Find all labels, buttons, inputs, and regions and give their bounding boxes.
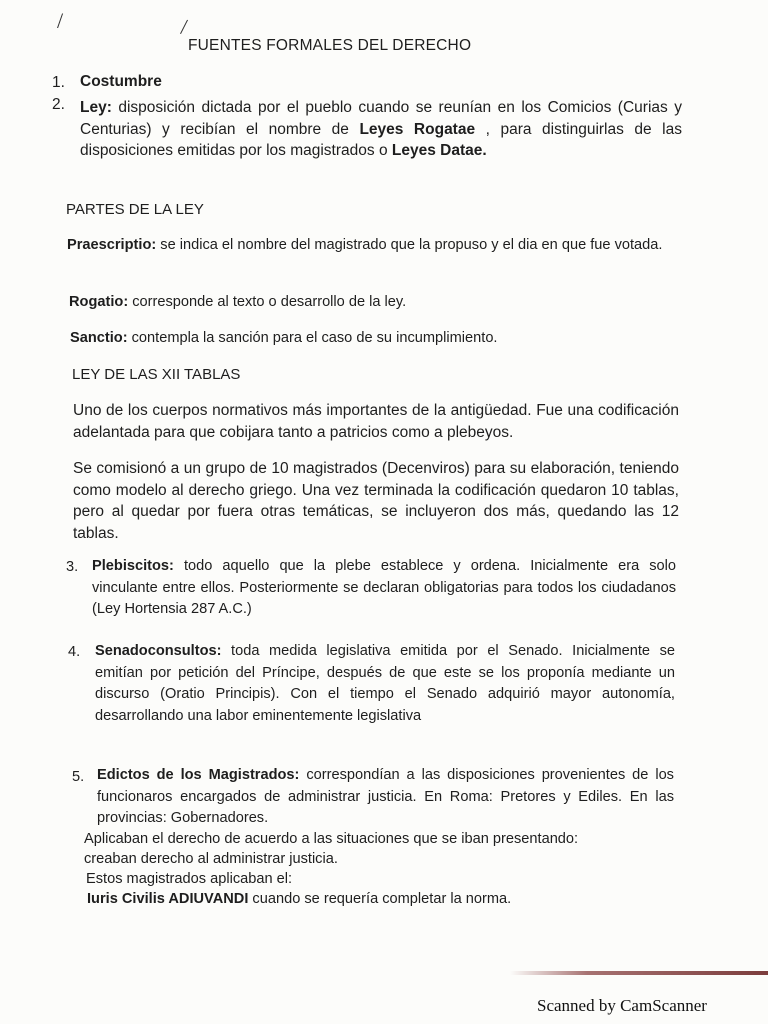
iuris-civilis-line (87, 889, 687, 911)
item-number: 2. (52, 96, 65, 113)
item-senadoconsultos (95, 641, 675, 727)
section-heading-partes: PARTES DE LA LEY (66, 201, 204, 218)
sanctio-paragraph (70, 328, 684, 350)
term-leyes-datae: Leyes Datae. (391, 142, 487, 159)
scan-edge-line (510, 971, 768, 975)
item-edictos (97, 765, 674, 830)
item-number: 4. (68, 644, 81, 660)
praescriptio-paragraph (67, 235, 681, 257)
term-iuris-civilis: Iuris Civilis ADIUVANDI (87, 891, 249, 907)
item-label-ley: Ley: (80, 99, 112, 116)
item-label-plebiscitos: Plebiscitos: (92, 558, 174, 574)
rogatio-paragraph (69, 292, 683, 314)
item-label-costumbre: Costumbre (80, 73, 162, 90)
xii-paragraph-1: Uno de los cuerpos normativos más importantes de la antigüedad. Fue una codificación adelantada para que cobijara tanto a patricios como a plebeyos. (73, 402, 679, 441)
term-sanctio: Sanctio: (70, 330, 128, 346)
item-label-senadoconsultos: Senadoconsultos: (95, 643, 222, 659)
item-text: toda medida legislativa emitida por el Senado. Inicialmente se emitían por petición del Príncipe, después de que este se los proponía mediante un discurso (Oratio Principis). Con el tiempo el Senado adquirió mayor autonomía, desarrollando una labor eminentemente legislativa (95, 643, 675, 724)
term-leyes-rogatae: Leyes Rogatae (359, 120, 476, 138)
term-praescriptio: Praescriptio: (67, 237, 157, 253)
edictos-line-a: Aplicaban el derecho de acuerdo a las situaciones que se iban presentando: (84, 831, 579, 847)
item-number: 5. (72, 769, 85, 785)
item-text: cuando se requería completar la norma. (248, 891, 512, 907)
item-ley (80, 97, 682, 162)
pen-mark: / (57, 8, 64, 33)
definition-text: corresponde al texto o desarrollo de la ley. (128, 294, 407, 310)
term-rogatio: Rogatio: (69, 294, 129, 310)
xii-paragraph-2: Se comisionó a un grupo de 10 magistrados (Decenviros) para su elaboración, teniendo como modelo al derecho griego. Una vez terminada la codificación quedaron 10 tablas, pero al quedar por fuera otras temáticas, se incluyeron dos más, quedando las 12 tablas. (73, 460, 679, 542)
item-number: 3. (66, 559, 79, 575)
item-text: correspondían a las disposiciones provenientes de los funcionaros encargados de administrar justicia. En Roma: Pretores y Ediles. En las provincias: Gobernadores. (97, 767, 674, 826)
edictos-line-b: creaban derecho al administrar justicia. (84, 851, 338, 867)
item-text: todo aquello que la plebe establece y ordena. Inicialmente era solo vinculante entre ellos. Posteriormente se declaran obligatorias para todos los ciudadanos (Ley Hortensia 287 A.C.) (92, 558, 676, 617)
definition-text: se indica el nombre del magistrado que la propuso y el dia en que fue votada. (156, 237, 663, 253)
item-text: , para distinguirlas de las disposiciones emitidas por los magistrados o (80, 120, 682, 159)
page-title: FUENTES FORMALES DEL DERECHO (188, 37, 472, 54)
edictos-line-c: Estos magistrados aplicaban el: (86, 871, 293, 887)
item-plebiscitos (92, 556, 676, 621)
section-heading-xii-tablas: LEY DE LAS XII TABLAS (72, 366, 241, 383)
scanner-watermark: Scanned by CamScanner (537, 996, 707, 1015)
item-label-edictos: Edictos de los Magistrados: (97, 767, 300, 783)
pen-mark: / (179, 13, 189, 40)
definition-text: contempla la sanción para el caso de su incumplimiento. (127, 330, 498, 346)
item-text: disposición dictada por el pueblo cuando se reunían en los Comicios (Curias y Centurias) y recibían el nombre de (80, 99, 682, 138)
item-number: 1. (52, 74, 65, 91)
